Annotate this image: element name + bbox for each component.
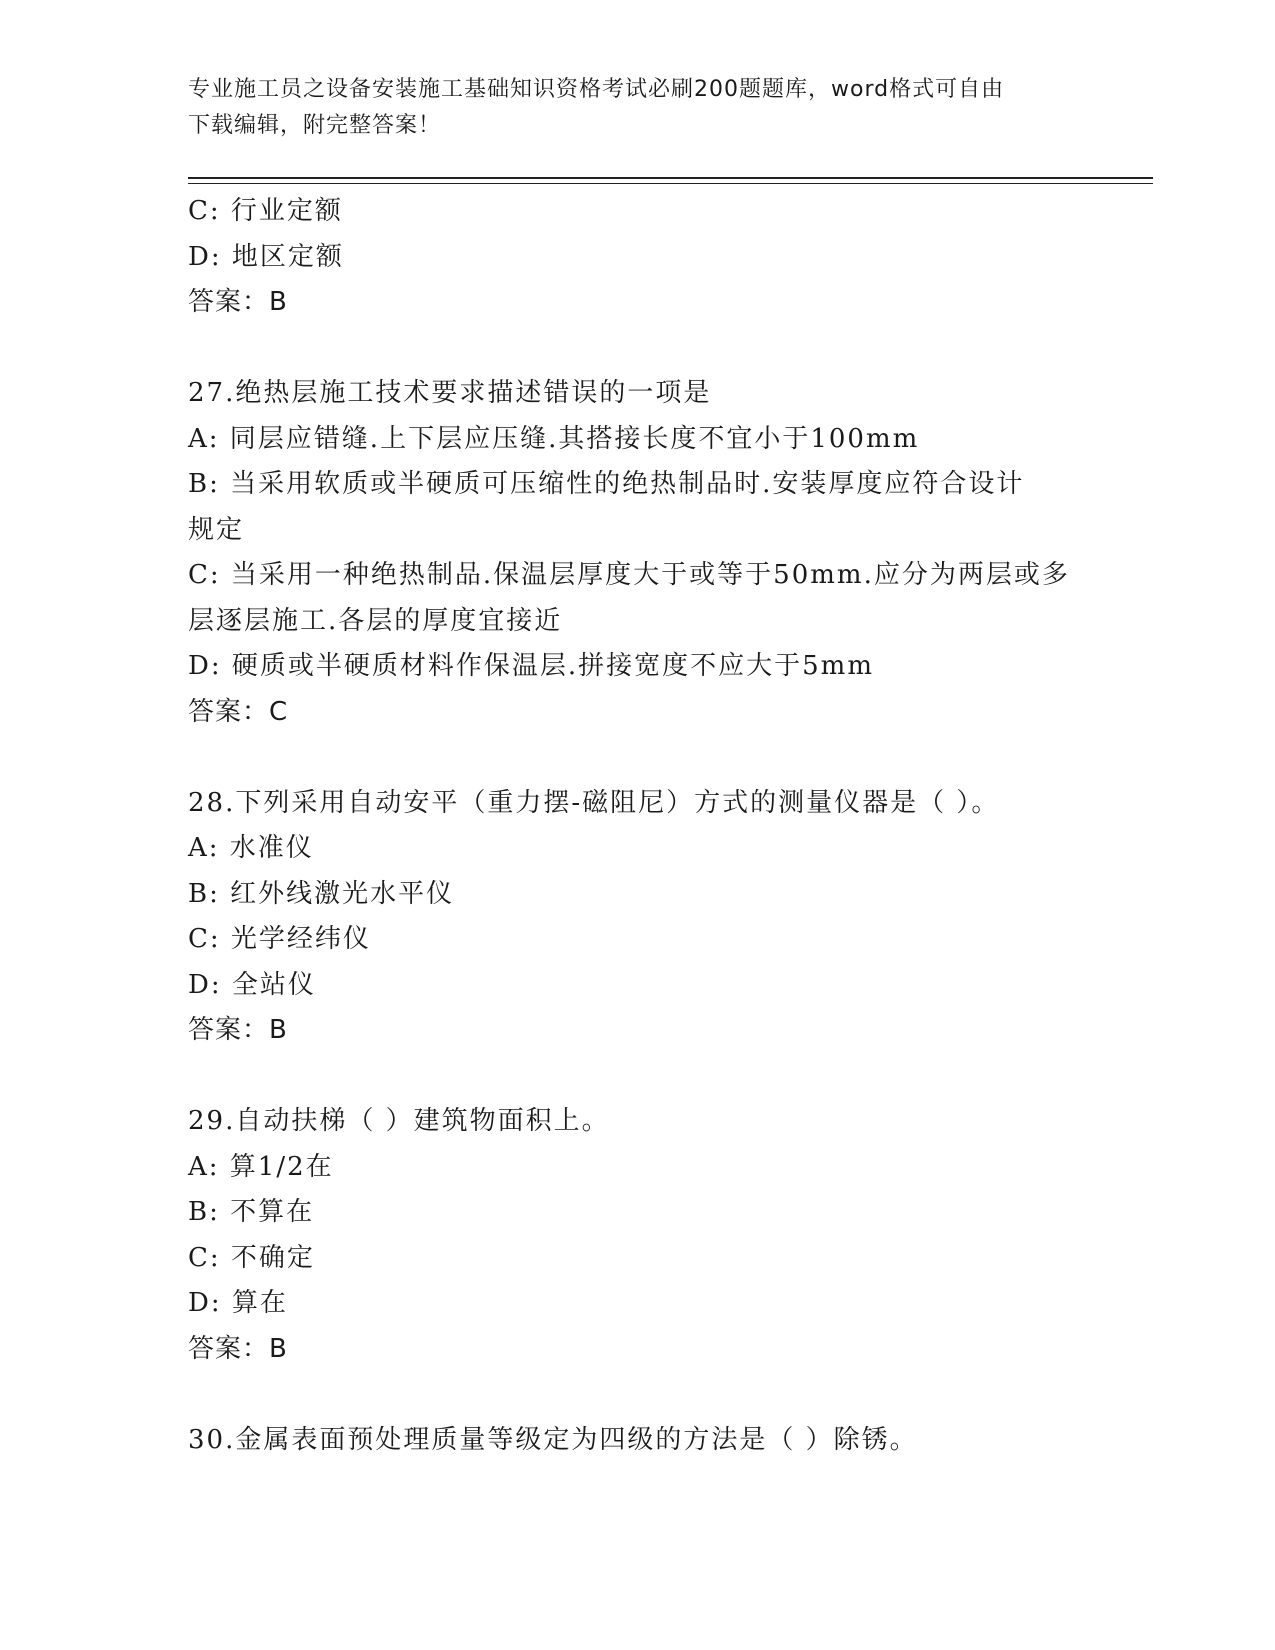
- question-30: 30.金属表面预处理质量等级定为四级的方法是（ ）除锈。: [188, 1424, 918, 1455]
- option-line: D: 算在: [188, 1288, 288, 1318]
- document-header: 专业施工员之设备安装施工基础知识资格考试必刷200题题库，word格式可自由 下载编辑，附完整答案！: [188, 77, 1005, 138]
- answer-line: 答案：B: [188, 287, 288, 317]
- option-line: C: 不确定: [188, 1242, 315, 1273]
- option-line: A: 水准仪: [188, 833, 314, 863]
- spacer: [188, 1372, 1088, 1418]
- answer-line: 答案：B: [188, 1333, 288, 1364]
- answer-line: 答案：B: [188, 1015, 288, 1045]
- question-content: [188, 189, 1088, 1463]
- spacer: [188, 1054, 1088, 1100]
- option-line: C: 光学经纬仪: [188, 924, 371, 954]
- option-line-cont: 层逐层施工.各层的厚度宜接近: [188, 605, 563, 636]
- option-line: B: 不算在: [188, 1197, 315, 1227]
- option-line: B: 红外线激光水平仪: [188, 878, 455, 909]
- option-line: C: 行业定额: [188, 196, 343, 226]
- option-line: B: 当采用软质或半硬质可压缩性的绝热制品时.安装厚度应符合设计: [188, 469, 1025, 499]
- header-rule-thin: [188, 183, 1153, 184]
- option-line: C: 当采用一种绝热制品.保温层厚度大于或等于50mm.应分为两层或多: [188, 560, 1070, 590]
- option-line: D: 硬质或半硬质材料作保温层.拼接宽度不应大于5mm: [188, 651, 874, 681]
- header-rule-thick: [188, 177, 1153, 179]
- option-line: D: 地区定额: [188, 241, 344, 272]
- option-line: D: 全站仪: [188, 969, 316, 1000]
- question-28: 28.下列采用自动安平（重力摆-磁阻尼）方式的测量仪器是（ ）。: [188, 787, 1000, 818]
- option-line: A: 同层应错缝.上下层应压缝.其搭接长度不宜小于100mm: [188, 423, 920, 454]
- spacer: [188, 326, 1088, 372]
- question-27: 27.绝热层施工技术要求描述错误的一项是: [188, 378, 712, 408]
- option-line: A: 算1/2在: [188, 1151, 334, 1182]
- question-29: 29.自动扶梯（ ）建筑物面积上。: [188, 1106, 610, 1136]
- spacer: [188, 735, 1088, 781]
- option-line-cont: 规定: [188, 514, 245, 545]
- answer-line: 答案：C: [188, 696, 289, 727]
